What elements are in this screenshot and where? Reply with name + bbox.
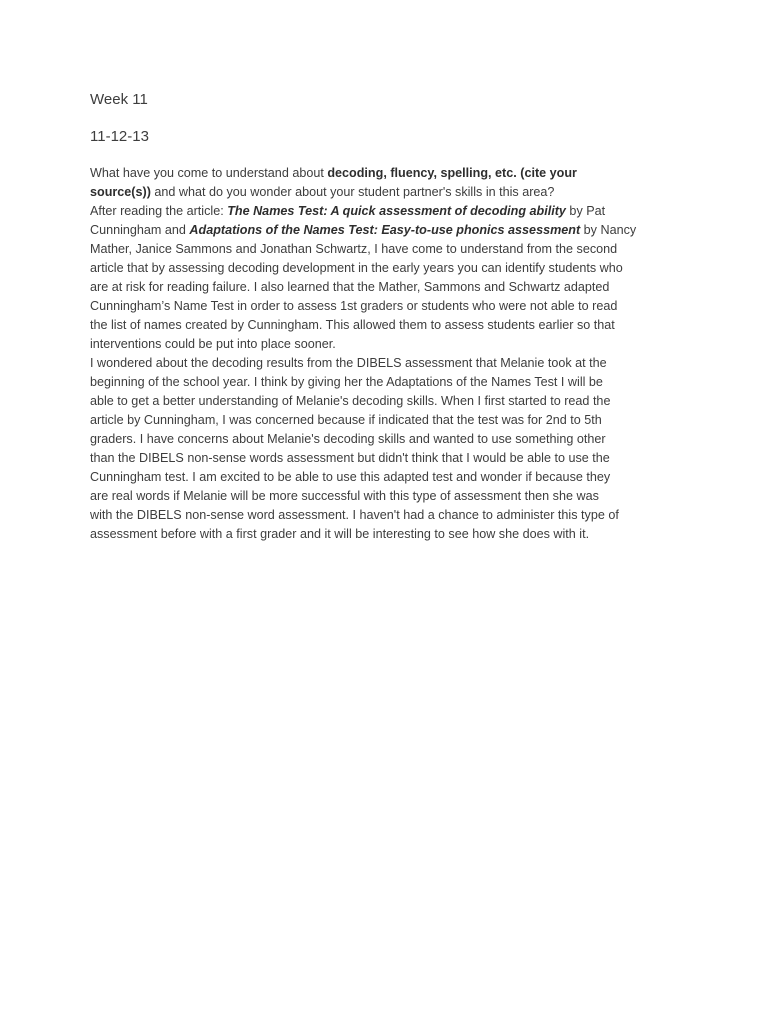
prompt-line-1 <box>90 164 690 183</box>
article-title-adaptations: Adaptations of the Names Test: Easy-to-use phonics assessment <box>189 223 581 237</box>
prompt-text: and what do you wonder about your student partner's skills in this area? <box>150 185 555 199</box>
date-heading: 11-12-13 <box>90 128 149 145</box>
paragraph-understanding <box>90 202 690 354</box>
paragraph-wonder <box>90 354 690 544</box>
paragraph-line: Mather, Janice Sammons and Jonathan Schwartz, I have come to understand from the second <box>90 242 618 256</box>
paragraph-line: are real words if Melanie will be more successful with this type of assessment then she was <box>90 489 599 503</box>
paragraph-text: After reading the article: <box>90 204 228 218</box>
prompt-bold-text: source(s)) <box>90 185 151 199</box>
paragraph-line: the list of names created by Cunningham. This allowed them to assess students earlier so that <box>90 318 615 332</box>
paragraph-line: Cunningham test. I am excited to be able to use this adapted test and wonder if because they <box>90 470 611 484</box>
article-title-names-test: The Names Test: A quick assessment of decoding ability <box>227 204 566 218</box>
paragraph-line: graders. I have concerns about Melanie's decoding skills and wanted to use something other <box>90 432 606 446</box>
paragraph-line: assessment before with a first grader and it will be interesting to see how she does with it. <box>90 527 590 541</box>
paragraph-line <box>90 202 690 221</box>
paragraph-line: with the DIBELS non-sense word assessment. I haven't had a chance to administer this type of <box>90 508 619 522</box>
paragraph-line <box>90 221 690 240</box>
week-heading: Week 11 <box>90 91 148 108</box>
prompt-bold-text: decoding, fluency, spelling, etc. (cite your <box>327 166 577 180</box>
prompt-text: What have you come to understand about <box>90 166 328 180</box>
paragraph-text: Cunningham and <box>90 223 190 237</box>
paragraph-line: able to get a better understanding of Melanie's decoding skills. When I first started to read the <box>90 394 611 408</box>
paragraph-line: are at risk for reading failure. I also learned that the Mather, Sammons and Schwartz adapted <box>90 280 610 294</box>
paragraph-line: I wondered about the decoding results from the DIBELS assessment that Melanie took at the <box>90 356 607 370</box>
paragraph-line: article by Cunningham, I was concerned because if indicated that the test was for 2nd to 5th <box>90 413 602 427</box>
paragraph-line: than the DIBELS non-sense words assessment but didn't think that I would be able to use the <box>90 451 610 465</box>
paragraph-line: Cunningham’s Name Test in order to assess 1st graders or students who were not able to read <box>90 299 618 313</box>
prompt-question <box>90 164 690 202</box>
paragraph-line: beginning of the school year. I think by giving her the Adaptations of the Names Test I will be <box>90 375 603 389</box>
paragraph-text: by Nancy <box>580 223 637 237</box>
prompt-line-2 <box>90 183 690 202</box>
paragraph-line: article that by assessing decoding development in the early years you can identify students who <box>90 261 623 275</box>
document-body <box>90 164 690 544</box>
paragraph-line: interventions could be put into place sooner. <box>90 337 336 351</box>
paragraph-text: by Pat <box>565 204 606 218</box>
